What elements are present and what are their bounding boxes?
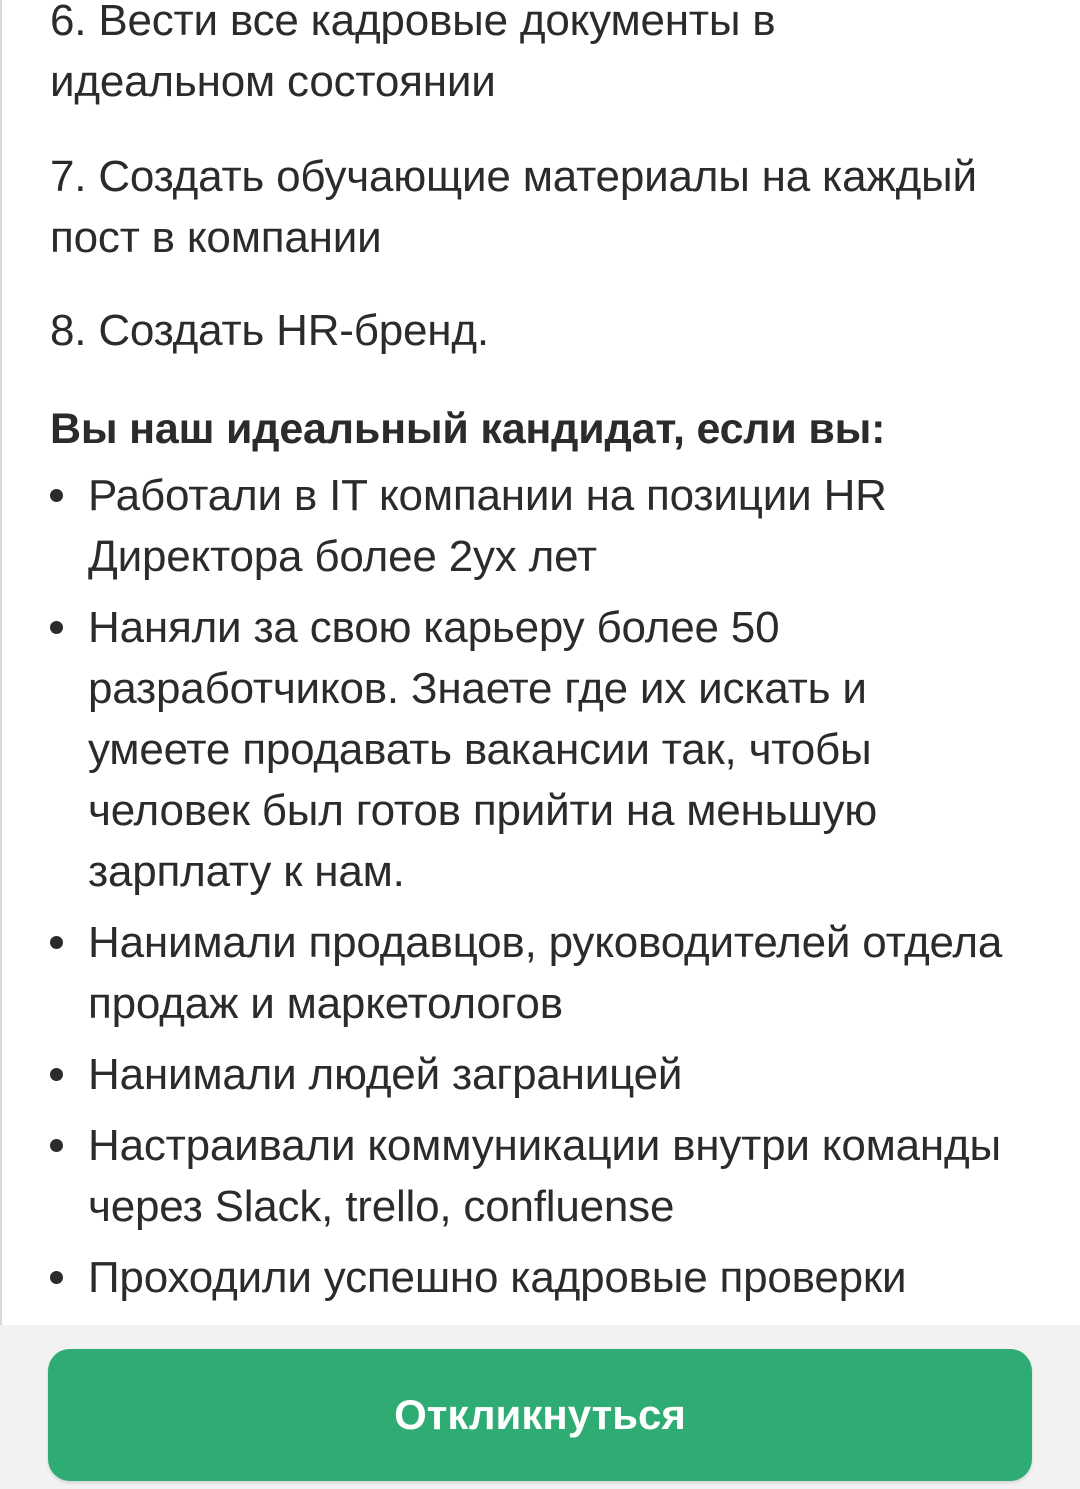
respond-button[interactable]: Откликнуться — [48, 1349, 1032, 1481]
requirement-item — [50, 1044, 1010, 1105]
requirement-item — [50, 912, 1010, 1034]
vacancy-description — [50, 0, 1010, 1318]
duty-item-6: 6. Вести все кадровые документы в идеальном состоянии — [50, 0, 776, 106]
ideal-candidate-heading: Вы наш идеальный кандидат, если вы: — [50, 405, 886, 453]
duty-item-8: 8. Создать HR-бренд. — [50, 306, 489, 355]
bullet-icon — [50, 936, 63, 949]
requirement-text: Проходили успешно кадровые проверки — [88, 1253, 907, 1302]
requirement-item — [50, 1247, 1010, 1308]
requirement-text: Нанимали продавцов, руководителей отдела продаж и маркетологов — [88, 918, 1003, 1028]
bullet-icon — [50, 1139, 63, 1152]
bullet-icon — [50, 489, 63, 502]
requirement-item — [50, 597, 1010, 902]
requirement-item — [50, 1115, 1010, 1237]
requirements-list — [50, 465, 1010, 1308]
requirement-text: Нанимали людей заграницей — [88, 1050, 683, 1099]
bullet-icon — [50, 1068, 63, 1081]
bullet-icon — [50, 621, 63, 634]
requirement-text: Работали в IT компании на позиции HR Директора более 2ух лет — [88, 471, 887, 581]
requirement-text: Наняли за свою карьеру более 50 разработчиков. Знаете где их искать и умеете продавать вакансии так, чтобы человек был готов прийти на меньшую зарплату к нам. — [88, 603, 878, 896]
requirement-text: Настраивали коммуникации внутри команды через Slack, trello, confluense — [88, 1121, 1001, 1231]
requirement-item — [50, 465, 1010, 587]
duty-item-7: 7. Создать обучающие материалы на каждый пост в компании — [50, 152, 977, 262]
bottom-action-bar — [0, 1325, 1080, 1489]
bullet-icon — [50, 1271, 63, 1284]
